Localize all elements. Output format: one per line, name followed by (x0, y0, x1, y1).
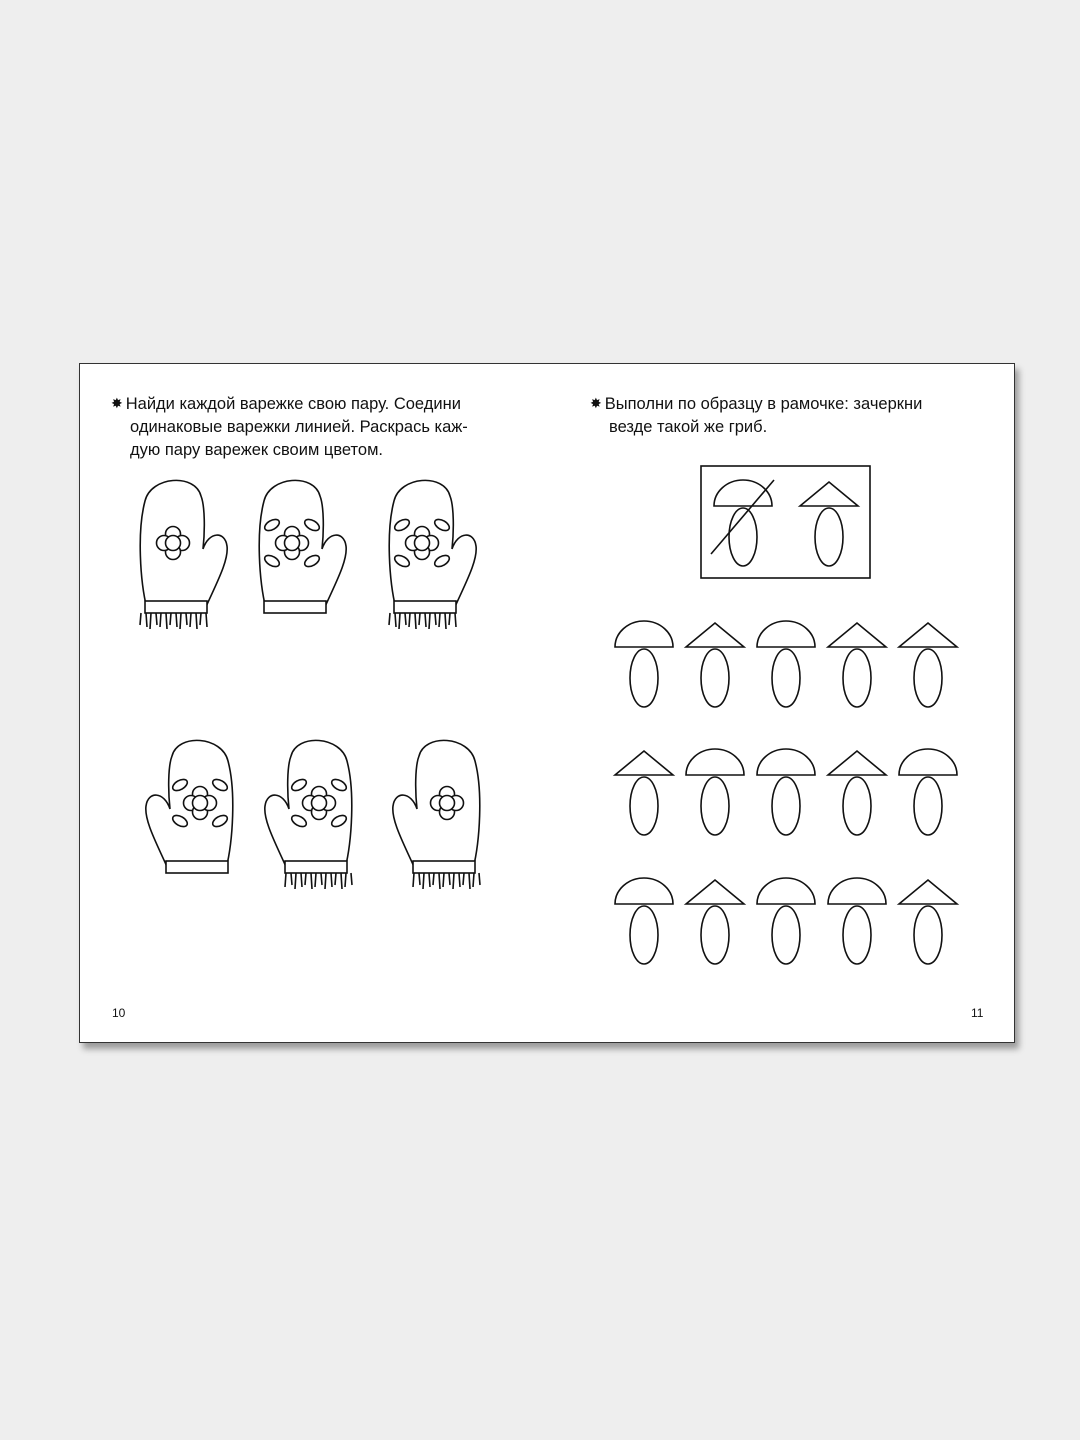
mitten-fringe (443, 873, 444, 887)
mushroom-r0-c4 (899, 623, 957, 707)
mitten-fringe (321, 873, 322, 885)
mitten-fringe (186, 613, 187, 625)
mitten-fringe (335, 873, 336, 885)
mitten-fringe (419, 613, 420, 625)
mitten-fringe (315, 873, 316, 887)
mushroom-stem (914, 777, 942, 835)
mitten-fringe (291, 873, 292, 885)
mitten-fringe (479, 873, 480, 885)
mitten-fringe (449, 873, 450, 885)
mushroom-r1-c4 (899, 749, 957, 835)
mitten-fringe (156, 613, 157, 625)
mushroom-cap-triangle (686, 623, 744, 647)
page-number-right: 11 (971, 1006, 984, 1020)
mitten-fringe (395, 613, 396, 627)
mushroom-stem (843, 777, 871, 835)
mushroom-stem (630, 649, 658, 707)
mushroom-stem (701, 906, 729, 964)
book-spread (79, 363, 1015, 1043)
left-instruction-line-1: Найди каждой варежке свою пару. Соедини (125, 395, 461, 413)
mitten-fringe (146, 613, 147, 627)
right-instruction-line-1: Выполни по образцу в рамочке: зачеркни (604, 395, 923, 413)
mitten-cuff (285, 861, 347, 873)
mitten-fringe (311, 873, 312, 889)
mitten-t2 (389, 480, 476, 629)
mushroom-cap-triangle (615, 751, 673, 775)
mushroom-r1-c2 (757, 749, 815, 835)
mushroom-r1-c0 (615, 751, 673, 835)
mitten-fringe (399, 613, 400, 629)
mitten-fringe (449, 613, 450, 625)
mitten-fringe (429, 613, 430, 629)
mitten-fringe (341, 873, 342, 889)
mushroom-cap-round (686, 749, 744, 775)
mitten-fringe (445, 613, 446, 629)
mitten-fringe (190, 613, 191, 627)
mitten-fringe (200, 613, 201, 625)
flower-center (193, 796, 208, 811)
mitten-fringe (409, 613, 410, 627)
mitten-fringe (389, 613, 390, 625)
mitten-b0 (146, 740, 233, 873)
mushroom-r2-c2 (757, 878, 815, 964)
mushroom-r0-c3 (828, 623, 886, 707)
mitten-fringe (429, 873, 430, 887)
mitten-fringe (473, 873, 474, 887)
mitten-cuff (166, 861, 228, 873)
mushroom-cap-triangle (899, 623, 957, 647)
mitten-fringe (180, 613, 181, 629)
page-number-left: 10 (112, 1006, 126, 1020)
mushroom-cap-round (757, 749, 815, 775)
mitten-t0 (140, 480, 227, 629)
mitten-fringe (433, 873, 434, 885)
mitten-fringe (166, 613, 167, 629)
mitten-cuff (264, 601, 326, 613)
mitten-fringe (463, 873, 464, 885)
mushroom-r1-c3 (828, 751, 886, 835)
mitten-fringe (345, 873, 346, 887)
mushroom-cap-triangle (828, 623, 886, 647)
mushroom-stem (815, 508, 843, 566)
mushroom-cap-triangle (828, 751, 886, 775)
mitten-fringe (140, 613, 141, 625)
mushroom-stem (630, 906, 658, 964)
asterisk-icon: ✸ (590, 395, 602, 411)
mitten-fringe (439, 613, 440, 627)
mitten-fringe (150, 613, 151, 629)
left-instruction-line-2: одинаковые варежки линией. Раскрась каж- (130, 418, 468, 436)
mushroom-cap-round (615, 878, 673, 904)
asterisk-icon: ✸ (111, 395, 123, 411)
flower-center (166, 536, 181, 551)
mushroom-cap-triangle (686, 880, 744, 904)
mitten-fringe (301, 873, 302, 887)
mitten-fringe (425, 613, 426, 627)
mitten-fringe (459, 873, 460, 887)
mitten-fringe (413, 873, 414, 887)
mushroom-r2-c3 (828, 878, 886, 964)
mitten-fringe (351, 873, 352, 885)
mitten-fringe (196, 613, 197, 629)
mitten-fringe (419, 873, 420, 885)
mushroom-cap-round (828, 878, 886, 904)
mitten-b2 (393, 740, 480, 889)
sample-box (701, 466, 870, 578)
mushroom-stem (630, 777, 658, 835)
mushroom-stem (701, 649, 729, 707)
mushroom-cap-triangle (899, 880, 957, 904)
mushroom-stem (843, 906, 871, 964)
mushroom-r0-c1 (686, 623, 744, 707)
mitten-fringe (453, 873, 454, 889)
mitten-fringe (415, 613, 416, 629)
mushroom-stem (914, 906, 942, 964)
mitten-t1 (259, 480, 346, 613)
mitten-fringe (435, 613, 436, 625)
mushroom-cap-round (615, 621, 673, 647)
flower-center (415, 536, 430, 551)
mushroom-r1-c1 (686, 749, 744, 835)
mushroom-r2-c0 (615, 878, 673, 964)
mushroom-stem (772, 906, 800, 964)
mushroom-stem (914, 649, 942, 707)
left-instruction-line-3: дую пару варежек своим цветом. (130, 441, 384, 459)
mitten-fringe (325, 873, 326, 889)
mitten-fringe (405, 613, 406, 625)
flower-center (312, 796, 327, 811)
mitten-b1 (265, 740, 352, 889)
mitten-fringe (295, 873, 296, 889)
mitten-fringe (455, 613, 456, 627)
mitten-cuff (413, 861, 475, 873)
mitten-fringe (170, 613, 171, 625)
mushroom-r0-c2 (757, 621, 815, 707)
mitten-fringe (305, 873, 306, 885)
mitten-cuff (394, 601, 456, 613)
flower-center (285, 536, 300, 551)
mitten-fringe (423, 873, 424, 889)
mushroom-r2-c1 (686, 880, 744, 964)
mitten-fringe (160, 613, 161, 627)
illustrations (80, 364, 1014, 1042)
mitten-fringe (285, 873, 286, 887)
mushroom-stem (701, 777, 729, 835)
mushroom-r0-c0 (615, 621, 673, 707)
right-instruction-line-2: везде такой же гриб. (609, 418, 768, 436)
mushroom-r2-c4 (899, 880, 957, 964)
mitten-fringe (331, 873, 332, 887)
mushroom-stem (772, 649, 800, 707)
mitten-fringe (469, 873, 470, 889)
flower-center (440, 796, 455, 811)
mitten-fringe (206, 613, 207, 627)
mushroom-cap-round (899, 749, 957, 775)
mitten-cuff (145, 601, 207, 613)
mushroom-cap-round (757, 878, 815, 904)
mushroom-cap-round (757, 621, 815, 647)
mushroom-stem (772, 777, 800, 835)
mitten-fringe (439, 873, 440, 889)
mitten-fringe (176, 613, 177, 627)
mushroom-stem (843, 649, 871, 707)
